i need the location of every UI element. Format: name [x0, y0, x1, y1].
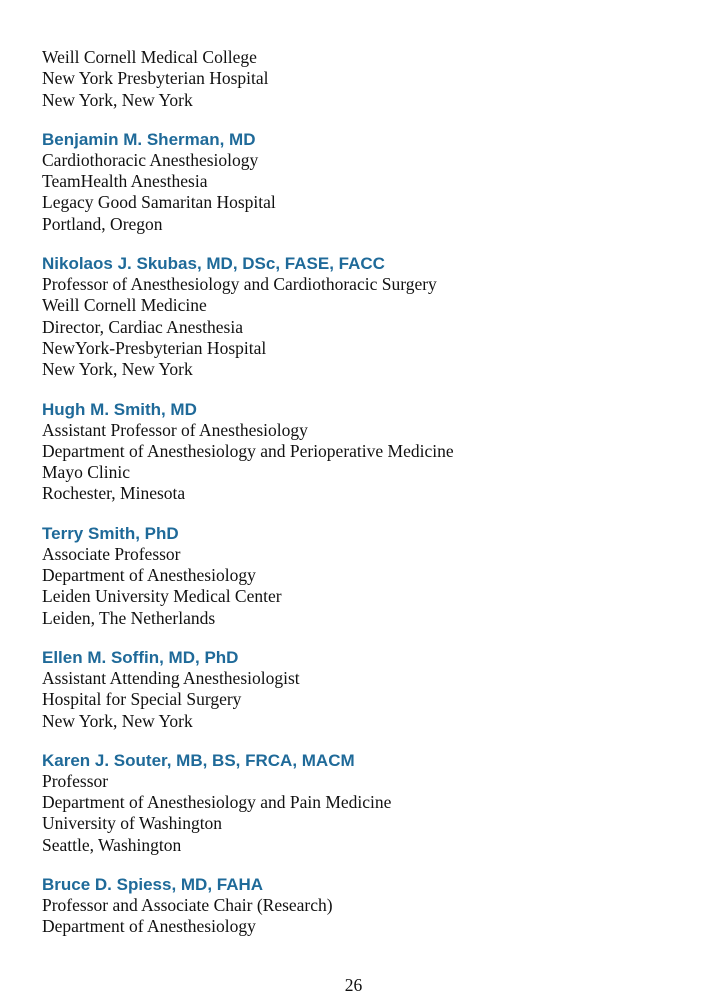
affiliation-line: Seattle, Washington [42, 834, 182, 855]
faculty-name: Nikolaos J. Skubas, MD, DSc, FASE, FACC [42, 254, 385, 274]
affiliation-line: Department of Anesthesiology and Pain Medicine [42, 792, 392, 813]
faculty-entry [42, 523, 682, 629]
faculty-entry [42, 253, 682, 380]
affiliation-line: Assistant Attending Anesthesiologist [42, 667, 300, 688]
affiliation-line: University of Washington [42, 813, 223, 834]
affiliation-line: Professor of Anesthesiology and Cardiothoracic Surgery [42, 274, 437, 295]
affiliation-line: TeamHealth Anesthesia [42, 171, 208, 192]
page-number: 26 [344, 975, 363, 995]
affiliation-line: New York, New York [42, 89, 193, 110]
affiliation-line: Weill Cornell Medicine [42, 295, 207, 316]
affiliation-line: Weill Cornell Medical College [42, 47, 257, 67]
affiliation-line: Director, Cardiac Anesthesia [42, 316, 243, 337]
affiliation-line: Mayo Clinic [42, 462, 130, 483]
affiliation-line: Department of Anesthesiology [42, 916, 256, 937]
affiliation-line: Hospital for Special Surgery [42, 689, 242, 710]
faculty-name: Benjamin M. Sherman, MD [42, 129, 256, 149]
affiliation-line: Portland, Oregon [42, 213, 163, 234]
affiliation-line: New York Presbyterian Hospital [42, 68, 269, 89]
affiliation-line: New York, New York [42, 359, 193, 380]
affiliation-line: New York, New York [42, 710, 193, 731]
affiliation-line: Leiden, The Netherlands [42, 607, 216, 628]
affiliation-line: Department of Anesthesiology and Perioperative Medicine [42, 440, 454, 461]
affiliation-line: NewYork-Presbyterian Hospital [42, 337, 267, 358]
faculty-list [42, 47, 682, 956]
faculty-entry [42, 750, 682, 856]
faculty-entry [42, 874, 682, 938]
faculty-name: Hugh M. Smith, MD [42, 399, 197, 419]
faculty-name: Karen J. Souter, MB, BS, FRCA, MACM [42, 750, 355, 770]
faculty-entry [42, 647, 682, 732]
faculty-entry-continued [42, 47, 682, 111]
affiliation-line: Professor [42, 770, 109, 791]
faculty-name: Bruce D. Spiess, MD, FAHA [42, 875, 264, 895]
affiliation-line: Associate Professor [42, 543, 181, 564]
affiliation-line: Cardiothoracic Anesthesiology [42, 149, 259, 170]
faculty-name: Ellen M. Soffin, MD, PhD [42, 647, 239, 667]
affiliation-line: Professor and Associate Chair (Research) [42, 895, 333, 916]
affiliation-line: Rochester, Minesota [42, 483, 186, 504]
affiliation-line: Assistant Professor of Anesthesiology [42, 419, 308, 440]
affiliation-line: Legacy Good Samaritan Hospital [42, 192, 276, 213]
affiliation-line: Leiden University Medical Center [42, 586, 282, 607]
faculty-name: Terry Smith, PhD [42, 523, 179, 543]
faculty-entry [42, 129, 682, 235]
faculty-entry [42, 399, 682, 505]
affiliation-line: Department of Anesthesiology [42, 565, 256, 586]
